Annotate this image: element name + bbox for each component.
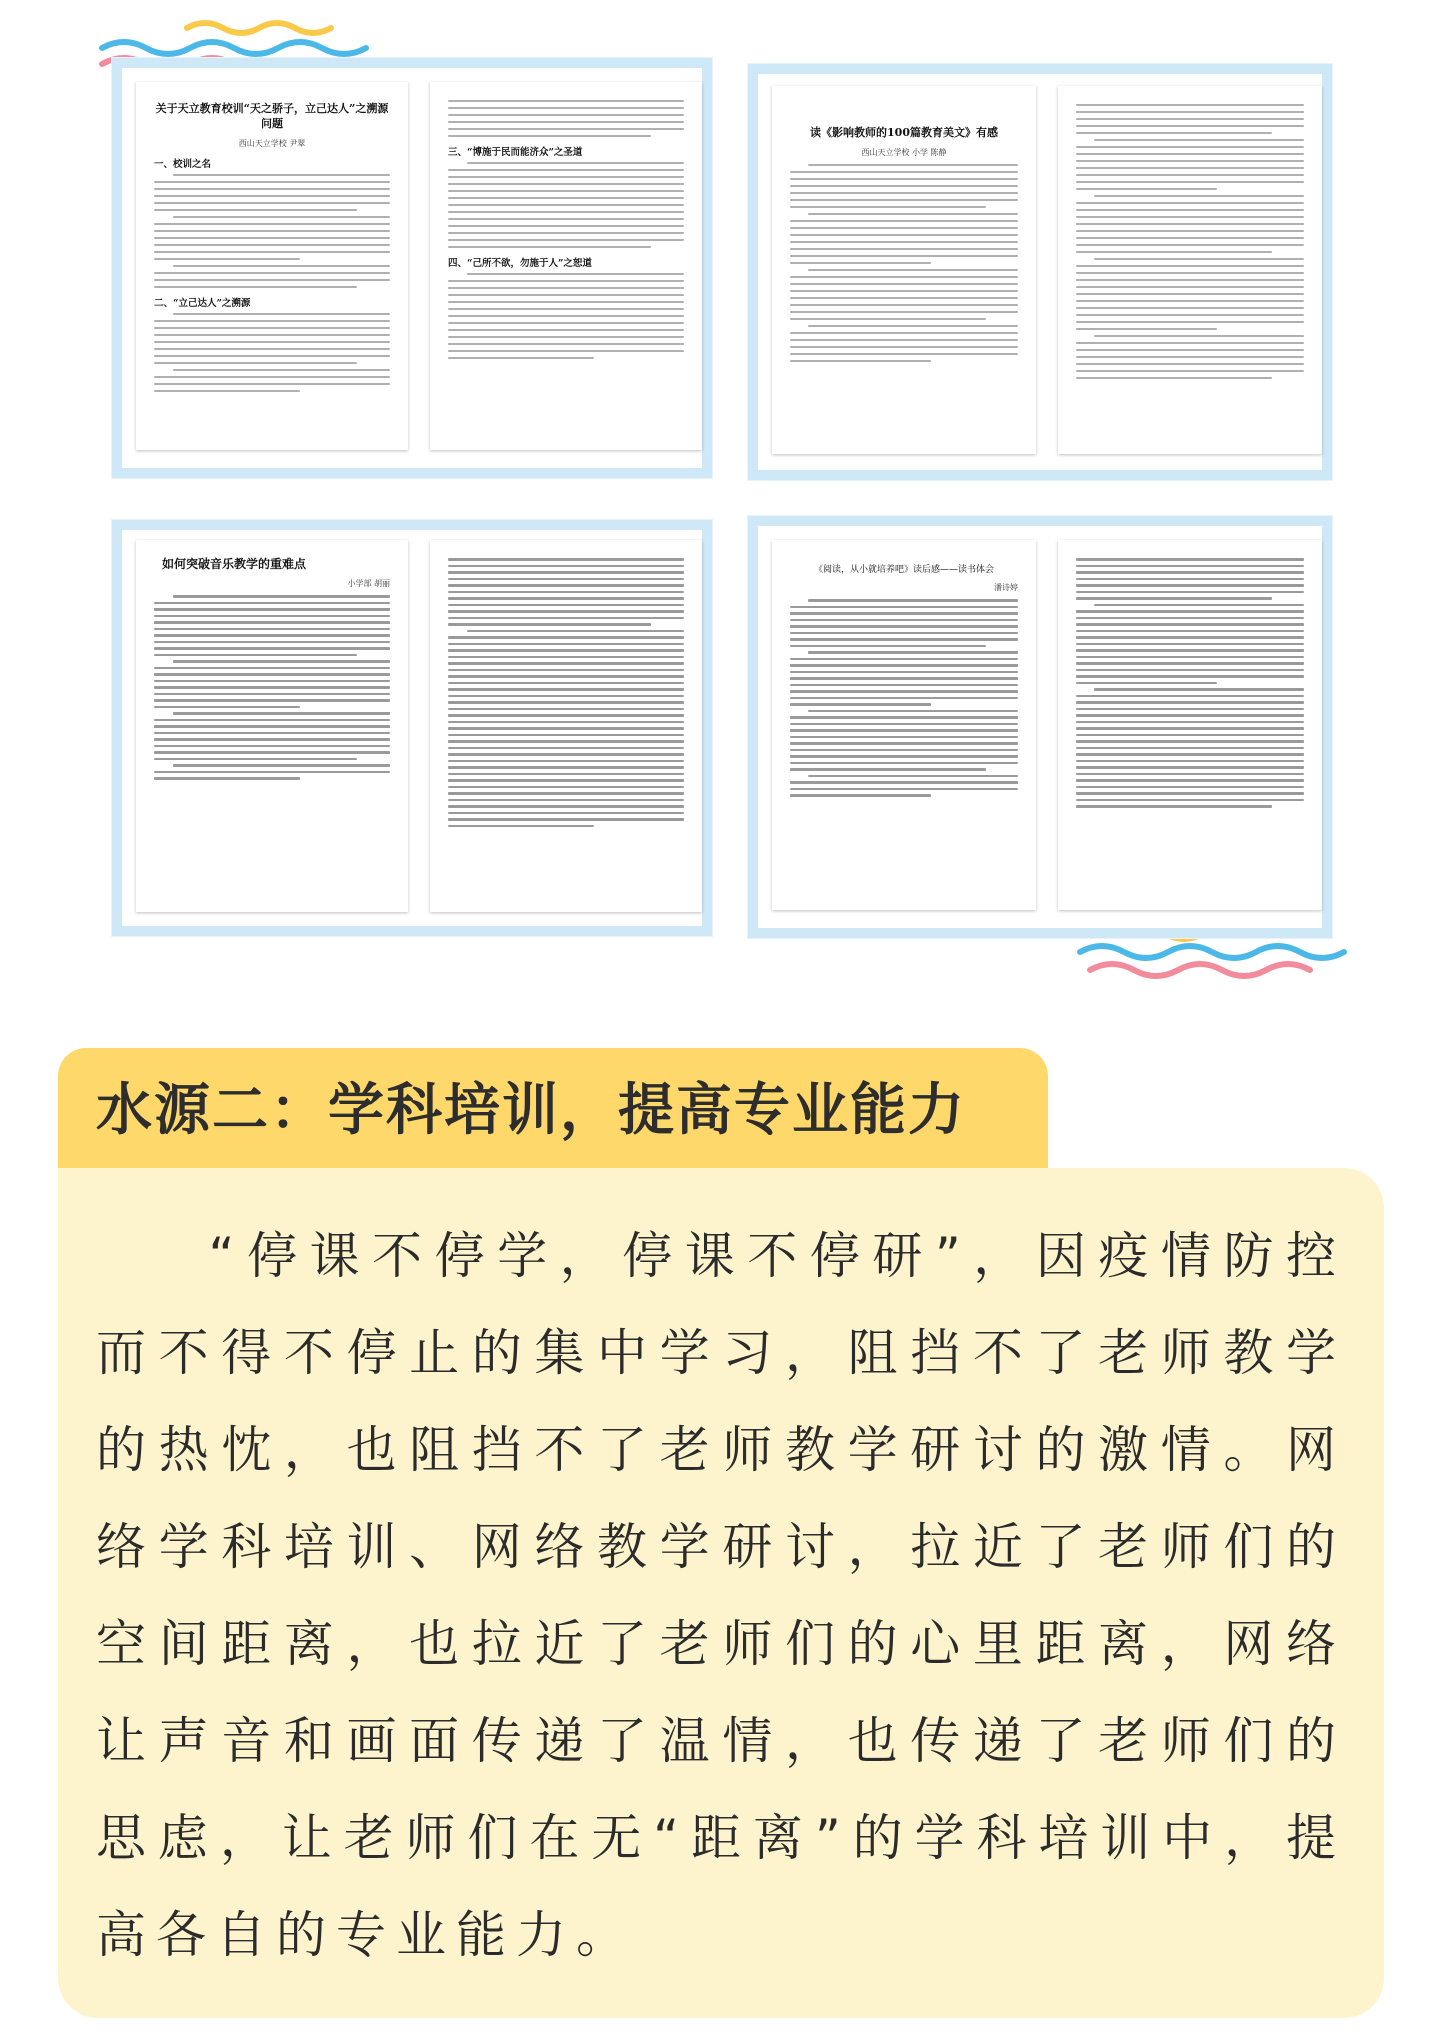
body-paragraph: “停课不停学，停课不停研”，因疫情防控而不得不停止的集中学习，阻挡不了老师教学的热忱，也阻挡不了老师教学研讨的激情。网络学科培训、网络教学研讨，拉近了老师们的空间距离，也拉近了老师们的心里距离，网络让声音和画面传递了温情，也传递了老师们的思虑，让老师们在无“距离”的学科培训中，提高各自的专业能力。	[96, 1227, 1346, 1964]
document-page	[772, 86, 1036, 454]
document-author: 西山天立学校 小学 陈静	[861, 147, 947, 157]
document-author: 小学部 胡丽	[347, 579, 390, 589]
document-page	[1058, 86, 1322, 454]
document-page	[1058, 540, 1322, 910]
document-page	[772, 540, 1036, 910]
document-title: 《阅读，从小就培养吧》读后感——读书体会	[813, 565, 994, 575]
document-author: 潘诗婷	[994, 583, 1018, 593]
document-page	[430, 540, 702, 912]
document-photo-collage	[0, 0, 1440, 960]
photo-frame-bottom-left	[112, 520, 712, 936]
photo-frame-top-right	[748, 64, 1332, 480]
document-title: 关于天立教育校训“天之骄子，立己达人”之溯源问题	[155, 102, 389, 130]
section-heading: 四、“己所不欲，勿施于人”之恕道	[448, 258, 592, 269]
document-title: 如何突破音乐教学的重难点	[162, 557, 307, 571]
document-author: 西山天立学校 尹翠	[238, 138, 306, 148]
document-page	[136, 540, 408, 912]
document-page	[430, 82, 702, 450]
photo-frame-bottom-right	[748, 516, 1332, 938]
section-heading: 一、校训之名	[154, 158, 212, 170]
section-title: 水源二：学科培训，提高专业能力	[96, 1078, 966, 1143]
document-title: 读《影响教师的100篇教育美文》有感	[810, 126, 998, 139]
section-heading: 二、“立己达人”之溯源	[154, 297, 251, 309]
document-page	[136, 82, 408, 450]
photo-frame-top-left	[112, 58, 712, 478]
section-heading: 三、“博施于民而能济众”之圣道	[448, 147, 583, 158]
